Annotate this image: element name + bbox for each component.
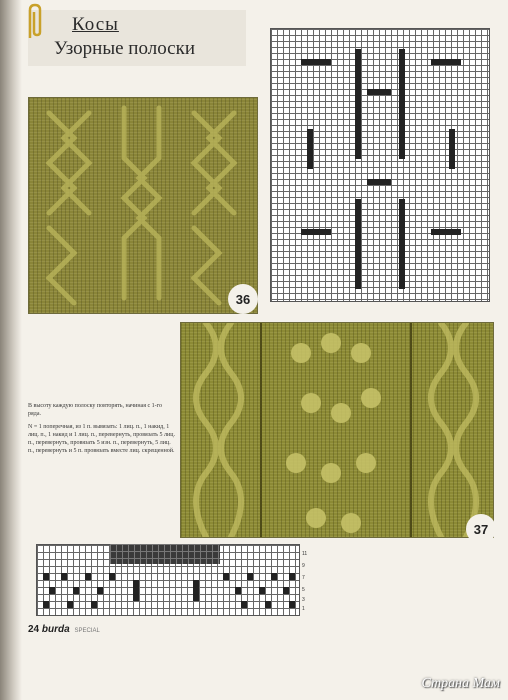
paperclip-icon bbox=[22, 2, 50, 42]
instruction-symbol: N = 1 поперечная, из 1 п. вывязать: 1 лиц. п., 1 накид, 1 лиц. п., 1 накид и 1 лиц. п., перевернуть, провязать 5 лиц. п., перевернуть, провязать 5 изн. п., перевернуть, 5 лиц. п., перевернуть и 5 п. провязать вместе лиц. скрещенной. bbox=[28, 424, 175, 454]
page-binding-shadow bbox=[0, 0, 22, 700]
row-number: 11 bbox=[302, 551, 308, 557]
knitting-chart-36 bbox=[270, 28, 490, 302]
instruction-repeat: В высоту каждую полоску повторять, начиная с 1-го ряда. bbox=[28, 403, 162, 417]
pattern-number-badge-36: 36 bbox=[228, 284, 258, 314]
knit-photo-36 bbox=[28, 97, 258, 314]
brand-logo: burda bbox=[41, 624, 70, 635]
row-number: 1 bbox=[302, 606, 305, 612]
chart-37-cable-section bbox=[110, 544, 220, 564]
section-category: Косы bbox=[72, 14, 119, 35]
page-title: Узорные полоски bbox=[54, 38, 195, 59]
watermark: Страна Мам bbox=[421, 676, 500, 691]
row-number: 5 bbox=[302, 587, 305, 593]
instructions bbox=[28, 402, 176, 460]
edition-label: SPECIAL bbox=[74, 628, 100, 634]
page-number: 24 bbox=[28, 624, 40, 635]
row-number: 3 bbox=[302, 597, 305, 603]
row-number: 7 bbox=[302, 575, 305, 581]
knit-photo-37 bbox=[180, 322, 494, 538]
row-number: 9 bbox=[302, 563, 305, 569]
page-footer bbox=[28, 624, 100, 635]
pattern-number-badge-37: 37 bbox=[466, 514, 496, 544]
